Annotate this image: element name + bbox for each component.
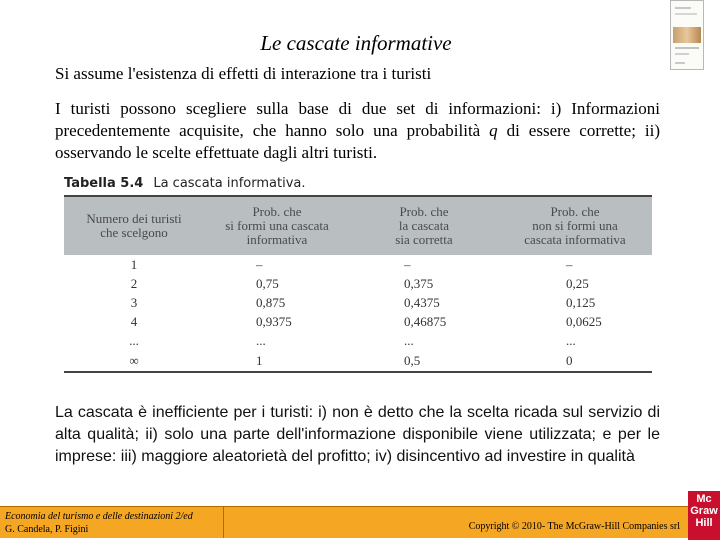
cell-num-tourists: 1 — [130, 256, 138, 272]
cell-prob-correct: 0,5 — [350, 350, 498, 372]
cell-prob-no-cascade: 0 — [498, 350, 652, 372]
cell-prob-correct: 0,4375 — [404, 294, 440, 310]
probability-variable: q — [489, 121, 498, 140]
table-row — [64, 274, 652, 293]
cell-prob-correct: 0,46875 — [404, 313, 447, 329]
cell-prob-correct: ... — [404, 332, 414, 348]
book-cover-thumbnail — [670, 0, 704, 70]
cell-prob-cascade: 0,875 — [256, 294, 286, 310]
footer-authors: G. Candela, P. Figini — [5, 524, 89, 535]
table-caption — [64, 176, 306, 191]
cell-prob-cascade: 0,75 — [256, 275, 279, 291]
header-num-tourists: Numero dei turisti che scelgono — [64, 196, 204, 255]
cell-prob-no-cascade: – — [566, 256, 573, 272]
table-row — [64, 293, 652, 312]
cell-prob-cascade: ... — [256, 332, 266, 348]
table-row — [64, 312, 652, 331]
body-text-start: I turisti possono scegliere sulla base di due set di informazioni: i) Informazioni precedentemente acquisite, che hanno solo una probabilità — [55, 99, 660, 140]
table-header-row — [64, 196, 652, 255]
cell-num-tourists: ... — [129, 332, 139, 348]
cell-prob-cascade: 1 — [204, 350, 350, 372]
header-prob-correct: Prob. che la cascata sia corretta — [350, 196, 498, 255]
cell-num-tourists: ∞ — [64, 350, 204, 372]
cell-num-tourists: 3 — [130, 294, 138, 310]
body-text-end: di essere corrette; ii) osservando le scelte effettuate dagli altri turisti. — [55, 121, 660, 162]
cell-prob-no-cascade: 0,0625 — [566, 313, 602, 329]
header-prob-no-cascade: Prob. che non si formi una cascata informativa — [498, 196, 652, 255]
header-prob-cascade: Prob. che si formi una cascata informativa — [204, 196, 350, 255]
cell-prob-cascade: – — [256, 256, 263, 272]
cascade-table — [64, 195, 652, 373]
cell-prob-no-cascade: ... — [566, 332, 576, 348]
table-row — [64, 255, 652, 274]
table-row — [64, 350, 652, 372]
table-number: Tabella 5.4 — [64, 176, 144, 191]
body-paragraph — [55, 98, 660, 164]
cell-prob-cascade: 0,9375 — [256, 313, 292, 329]
cell-prob-correct: – — [404, 256, 411, 272]
cell-prob-no-cascade: 0,25 — [566, 275, 589, 291]
mcgraw-hill-logo: Mc Graw Hill — [688, 491, 720, 540]
table-row — [64, 331, 652, 350]
footer-copyright: Copyright © 2010- The McGraw-Hill Companies srl — [224, 506, 688, 538]
slide-title: Le cascate informative — [260, 31, 452, 55]
cell-prob-no-cascade: 0,125 — [566, 294, 596, 310]
table-title: La cascata informativa. — [153, 176, 306, 191]
intro-text: Si assume l'esistenza di effetti di interazione tra i turisti — [55, 64, 432, 83]
footer-book-info — [0, 506, 224, 538]
cell-num-tourists: 4 — [130, 313, 138, 329]
footer-book-title: Economia del turismo e delle destinazioni 2/ed — [5, 511, 193, 522]
cell-num-tourists: 2 — [130, 275, 138, 291]
conclusion-paragraph: La cascata è inefficiente per i turisti: i) non è detto che la scelta ricada sul servizio di alta qualità; ii) solo una parte dell'informazione disponibile viene utilizzata; e per le imprese: iii) maggiore aleatorietà del profitto; iv) disincentivo ad investire in qualità — [55, 404, 660, 465]
cell-prob-correct: 0,375 — [404, 275, 434, 291]
